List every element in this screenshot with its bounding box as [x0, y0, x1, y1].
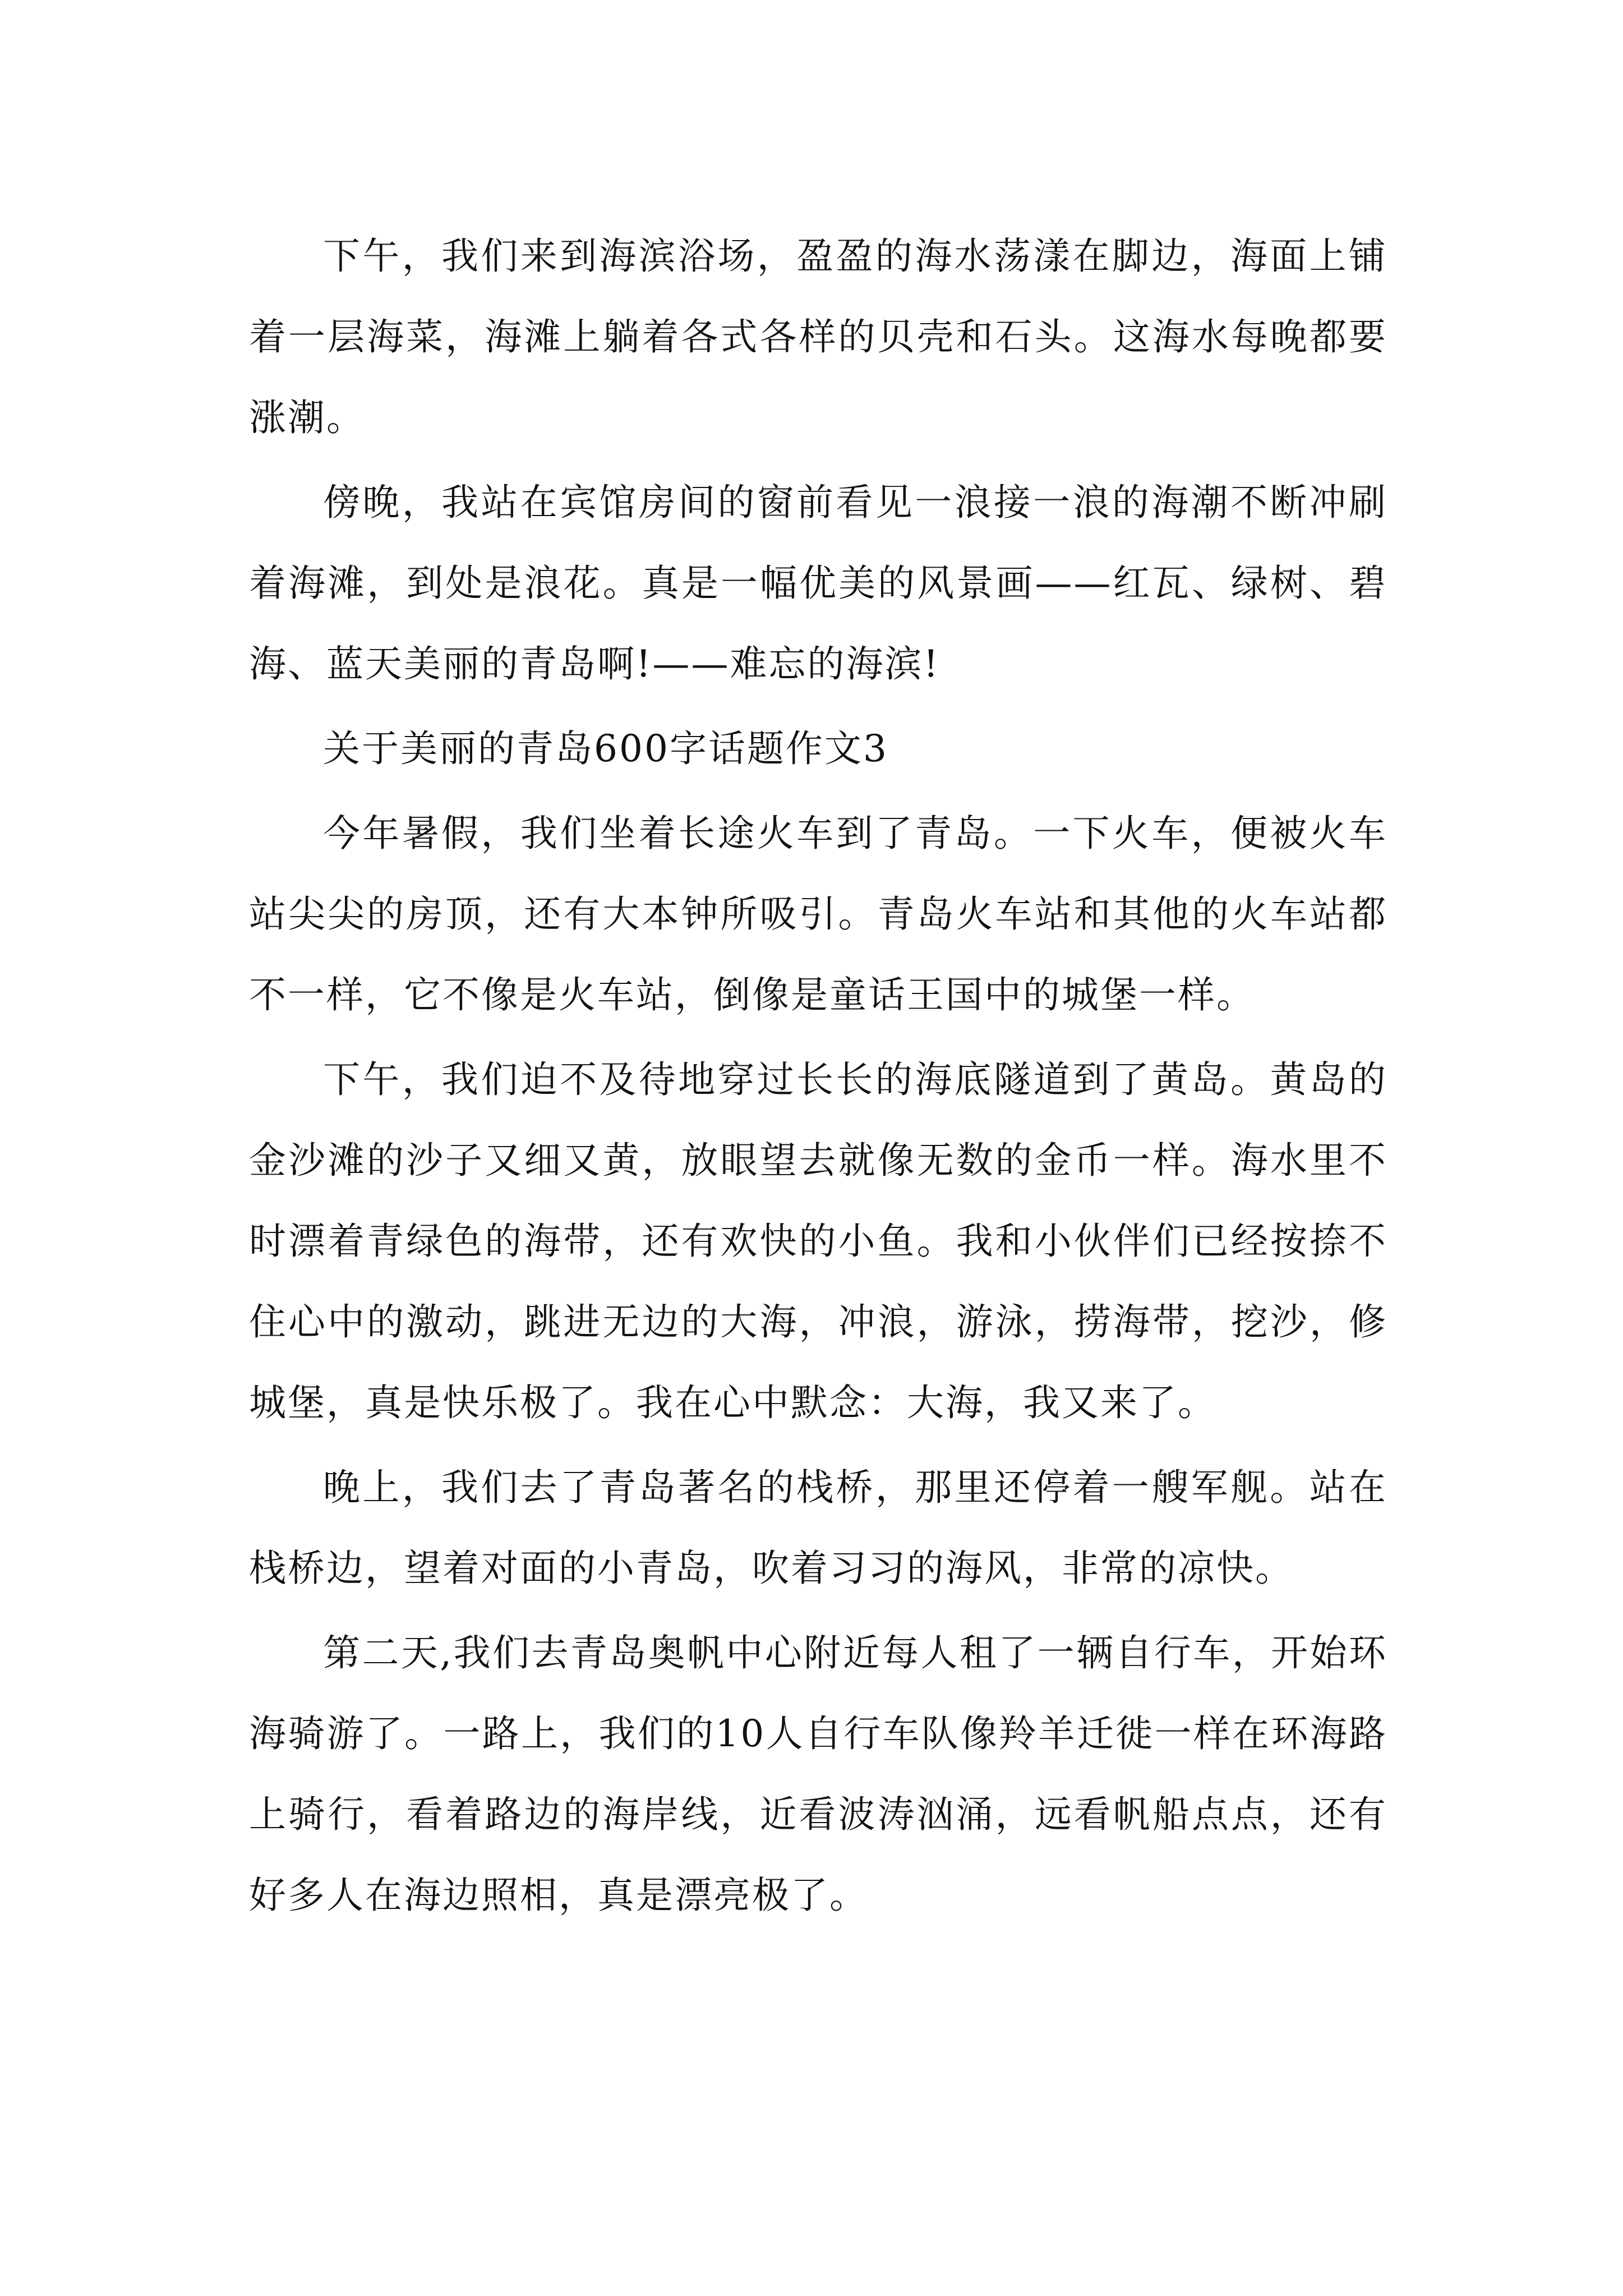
essay-title: 关于美丽的青岛600字话题作文3 — [323, 727, 888, 770]
essay-body — [249, 216, 1387, 1940]
paragraph-cycling: 第二天,我们去青岛奥帆中心附近每人租了一辆自行车，开始环海骑游了。一路上，我们的10人自行车队像羚羊迁徙一样在环海路上骑行，看着路边的海岸线，近看波涛汹涌，远看帆船点点，还有好多人在海边照相，真是漂亮极了。 — [249, 1631, 1387, 1917]
paragraph-train-station: 今年暑假，我们坐着长途火车到了青岛。一下火车，便被火车站尖尖的房顶，还有大本钟所吸引。青岛火车站和其他的火车站都不一样，它不像是火车站，倒像是童话王国中的城堡一样。 — [249, 812, 1387, 1016]
paragraph-pier: 晚上，我们去了青岛著名的栈桥，那里还停着一艘军舰。站在栈桥边，望着对面的小青岛，吹着习习的海风，非常的凉快。 — [249, 1466, 1387, 1590]
paragraph-huangdao: 下午，我们迫不及待地穿过长长的海底隧道到了黄岛。黄岛的金沙滩的沙子又细又黄，放眼望去就像无数的金币一样。海水里不时漂着青绿色的海带，还有欢快的小鱼。我和小伙伴们已经按捺不住心中的激动，跳进无边的大海，冲浪，游泳，捞海带，挖沙，修城堡，真是快乐极了。我在心中默念：大海，我又来了。 — [249, 1058, 1387, 1424]
paragraph-evening-window: 傍晚，我站在宾馆房间的窗前看见一浪接一浪的海潮不断冲刷着海滩，到处是浪花。真是一幅优美的风景画——红瓦、绿树、碧海、蓝天美丽的青岛啊!——难忘的海滨! — [249, 481, 1387, 685]
paragraph-afternoon-beach: 下午，我们来到海滨浴场，盈盈的海水荡漾在脚边，海面上铺着一层海菜，海滩上躺着各式各样的贝壳和石头。这海水每晚都要涨潮。 — [249, 234, 1387, 439]
